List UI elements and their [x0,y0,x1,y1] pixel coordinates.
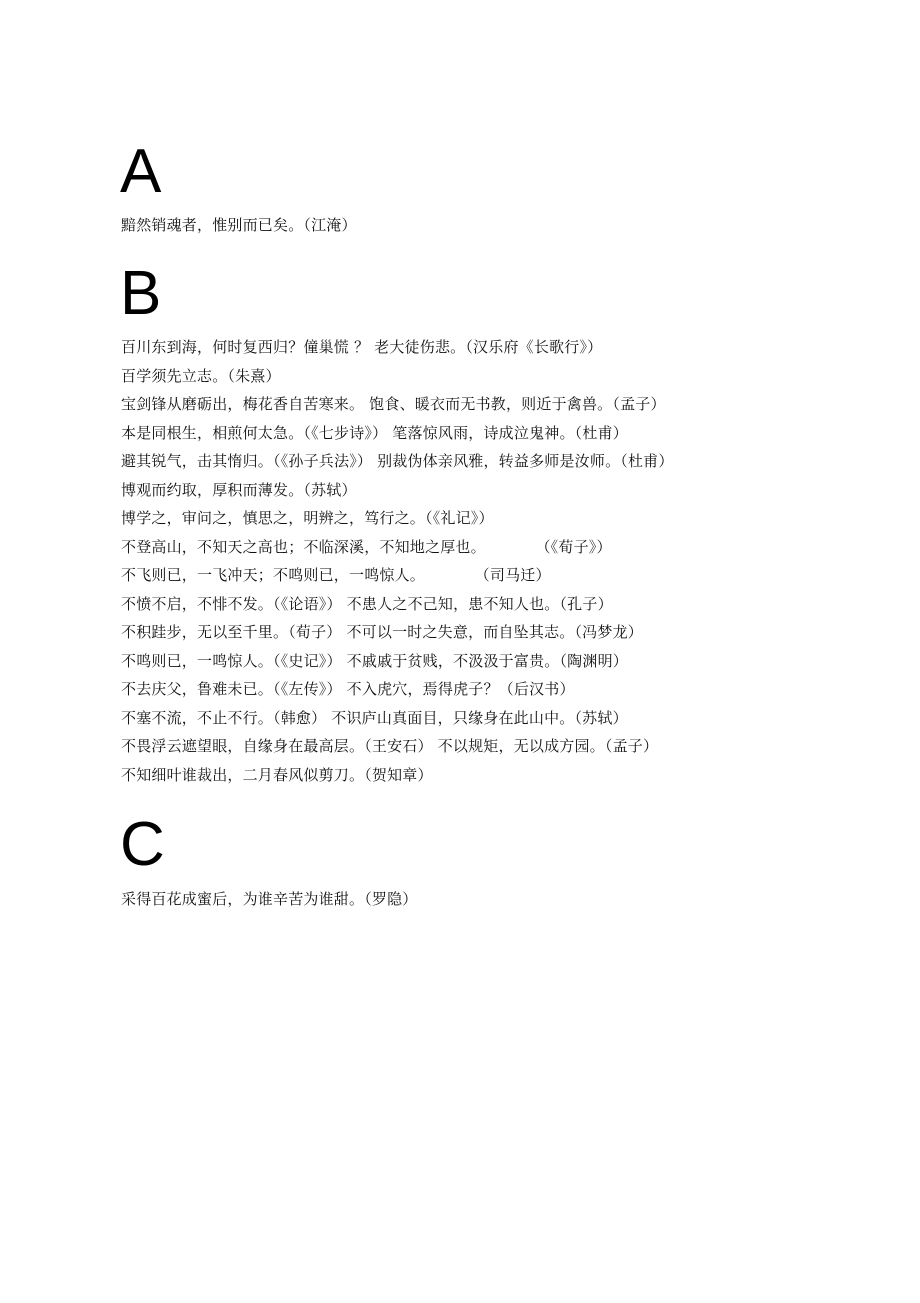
quote-list-c [121,885,881,914]
quote-list-b [121,333,881,789]
quote-line: 不塞不流，不止不行。（韩愈） 不识庐山真面目，只缘身在此山中。（苏轼） [121,708,628,727]
quote-line: 不登高山，不知天之高也；不临深溪，不知地之厚也。 （《荀子》） [121,537,612,556]
quote-line: 博学之，审问之，慎思之，明辨之，笃行之。（《礼记》） [121,509,494,527]
quote-line: 不飞则已，一飞冲天；不鸣则已，一鸣惊人。 （司马迁） [121,566,551,584]
quote-list-a [121,211,881,240]
quote-line: 不知细叶谁裁出，二月春风似剪刀。（贺知章） [121,765,433,784]
section-heading-b: B [120,259,162,328]
quote-line: 本是同根生，相煎何太急。（《七步诗》） 笔落惊风雨，诗成泣鬼神。（杜甫） [121,423,628,442]
quote-line: 博观而约取，厚积而薄发。（苏轼） [121,480,357,499]
quote-line: 不畏浮云遮望眼，自缘身在最高层。（王安石） 不以规矩，无以成方园。（孟子） [121,737,659,755]
quote-line: 不鸣则已，一鸣惊人。（《史记》） 不戚戚于贫贱，不汲汲于富贵。（陶渊明） [121,651,628,670]
quote-line: 采得百花成蜜后，为谁辛苦为谁甜。（罗隐） [121,890,418,908]
quote-line: 百川东到海，何时复西归？僮巢慌 ？ 老大徒伤悲。（汉乐府《长歌行》） [121,338,603,356]
quote-line: 百学须先立志。（朱熹） [121,366,281,385]
quote-line: 不去庆父，鲁难未已。（《左传》） 不入虎穴，焉得虎子？（后汉书） [121,680,575,698]
quote-line: 不愤不启，不悱不发。（《论语》） 不患人之不己知，患不知人也。（孔子） [121,594,613,613]
quote-line: 避其锐气，击其惰归。（《孙子兵法》） 别裁伪体亲风雅，转益多师是汝师。（杜甫） [121,452,674,470]
quote-line: 宝剑锋从磨砺出，梅花香自苦寒来。 饱食、暖衣而无书教，则近于禽兽。（孟子） [121,395,666,413]
quote-line: 不积跬步，无以至千里。（荀子） 不可以一时之失意，而自坠其志。（冯梦龙） [121,623,643,641]
quote-line: 黯然销魂者，惟别而已矣。（江淹） [121,216,357,234]
section-heading-a: A [120,137,162,206]
section-heading-c: C [120,810,165,879]
